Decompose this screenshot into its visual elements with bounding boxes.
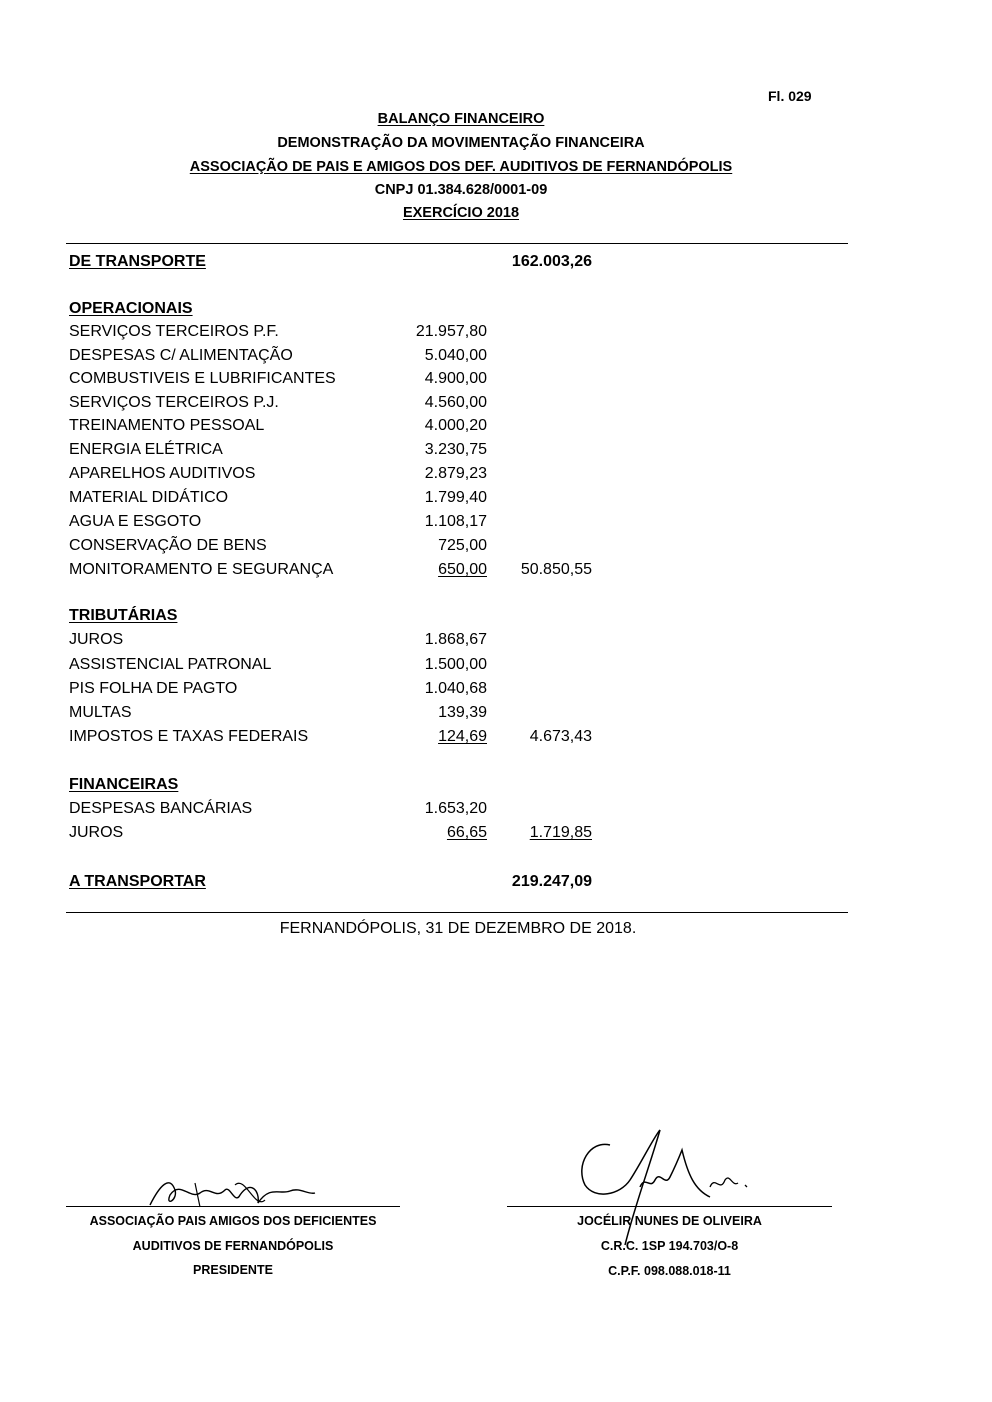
op-item-label: AGUA E ESGOTO bbox=[69, 513, 202, 530]
op-item-value: 4.900,00 bbox=[424, 370, 487, 387]
op-item-label: MATERIAL DIDÁTICO bbox=[69, 489, 229, 506]
op-item-value-last: 650,00 bbox=[438, 561, 487, 578]
signature-left-line bbox=[66, 1206, 400, 1207]
trib-item-label: MULTAS bbox=[69, 704, 132, 721]
date-line: FERNANDÓPOLIS, 31 DE DEZEMBRO DE 2018. bbox=[279, 920, 637, 937]
op-item-label: TREINAMENTO PESSOAL bbox=[69, 417, 265, 434]
fin-item-value: 1.653,20 bbox=[424, 800, 487, 817]
a-transportar-label: A TRANSPORTAR bbox=[69, 873, 206, 890]
trib-item-value: 1.040,68 bbox=[424, 680, 487, 697]
fin-item-label: JUROS bbox=[69, 824, 124, 841]
trib-item-label: IMPOSTOS E TAXAS FEDERAIS bbox=[69, 728, 309, 745]
op-item-value: 1.799,40 bbox=[424, 489, 487, 506]
signature-left-image bbox=[140, 1165, 340, 1215]
de-transporte-label: DE TRANSPORTE bbox=[69, 253, 206, 270]
trib-item-value-last: 124,69 bbox=[438, 728, 487, 745]
title-balanco: BALANÇO FINANCEIRO bbox=[377, 111, 545, 127]
operacionais-total: 50.850,55 bbox=[520, 561, 592, 578]
op-item-label: SERVIÇOS TERCEIROS P.J. bbox=[69, 394, 279, 411]
op-item-label: ENERGIA ELÉTRICA bbox=[69, 441, 223, 458]
title-cnpj: CNPJ 01.384.628/0001-09 bbox=[374, 182, 548, 198]
op-item-label: SERVIÇOS TERCEIROS P.F. bbox=[69, 323, 279, 340]
signature-left-name: ASSOCIAÇÃO PAIS AMIGOS DOS DEFICIENTES bbox=[89, 1214, 377, 1228]
a-transportar-value: 219.247,09 bbox=[511, 873, 592, 890]
section-title-operacionais: OPERACIONAIS bbox=[69, 300, 193, 317]
signature-left-org: AUDITIVOS DE FERNANDÓPOLIS bbox=[132, 1239, 334, 1253]
op-item-label: APARELHOS AUDITIVOS bbox=[69, 465, 256, 482]
title-associacao: ASSOCIAÇÃO DE PAIS E AMIGOS DOS DEF. AUDITIVOS DE FERNANDÓPOLIS bbox=[189, 159, 733, 175]
trib-item-value: 1.500,00 bbox=[424, 656, 487, 673]
op-item-value: 1.108,17 bbox=[424, 513, 487, 530]
op-item-value: 5.040,00 bbox=[424, 347, 487, 364]
op-item-value: 2.879,23 bbox=[424, 465, 487, 482]
op-item-value: 4.000,20 bbox=[424, 417, 487, 434]
trib-item-value: 1.868,67 bbox=[424, 631, 487, 648]
fin-item-value-last: 66,65 bbox=[446, 824, 487, 841]
title-demonstracao: DEMONSTRAÇÃO DA MOVIMENTAÇÃO FINANCEIRA bbox=[277, 135, 645, 151]
trib-item-value: 139,39 bbox=[438, 704, 487, 721]
de-transporte-value: 162.003,26 bbox=[511, 253, 592, 270]
financeiras-total: 1.719,85 bbox=[529, 824, 592, 841]
signature-right-name: JOCÉLIR NUNES DE OLIVEIRA bbox=[577, 1214, 762, 1228]
op-item-label: DESPESAS C/ ALIMENTAÇÃO bbox=[69, 347, 293, 364]
op-item-label: MONITORAMENTO E SEGURANÇA bbox=[69, 561, 334, 578]
trib-item-label: ASSISTENCIAL PATRONAL bbox=[69, 656, 272, 673]
op-item-value: 725,00 bbox=[438, 537, 487, 554]
signature-right-crc: C.R.C. 1SP 194.703/O-8 bbox=[600, 1239, 739, 1253]
trib-item-label: PIS FOLHA DE PAGTO bbox=[69, 680, 238, 697]
section-title-financeiras: FINANCEIRAS bbox=[69, 776, 179, 793]
op-item-label: COMBUSTIVEIS E LUBRIFICANTES bbox=[69, 370, 336, 387]
signature-right-image bbox=[570, 1125, 770, 1255]
bottom-rule bbox=[66, 912, 848, 913]
tributarias-total: 4.673,43 bbox=[529, 728, 592, 745]
op-item-value: 3.230,75 bbox=[424, 441, 487, 458]
op-item-label: CONSERVAÇÃO DE BENS bbox=[69, 537, 267, 554]
title-exercicio: EXERCÍCIO 2018 bbox=[402, 205, 520, 221]
fin-item-label: DESPESAS BANCÁRIAS bbox=[69, 800, 253, 817]
signature-right-cpf: C.P.F. 098.088.018-11 bbox=[608, 1264, 731, 1278]
section-title-tributarias: TRIBUTÁRIAS bbox=[69, 607, 178, 624]
signature-right-line bbox=[507, 1206, 832, 1207]
signature-left-role: PRESIDENTE bbox=[193, 1263, 273, 1277]
top-rule bbox=[66, 243, 848, 244]
op-item-value: 21.957,80 bbox=[415, 323, 487, 340]
trib-item-label: JUROS bbox=[69, 631, 124, 648]
page-reference: Fl. 029 bbox=[768, 88, 812, 104]
op-item-value: 4.560,00 bbox=[424, 394, 487, 411]
